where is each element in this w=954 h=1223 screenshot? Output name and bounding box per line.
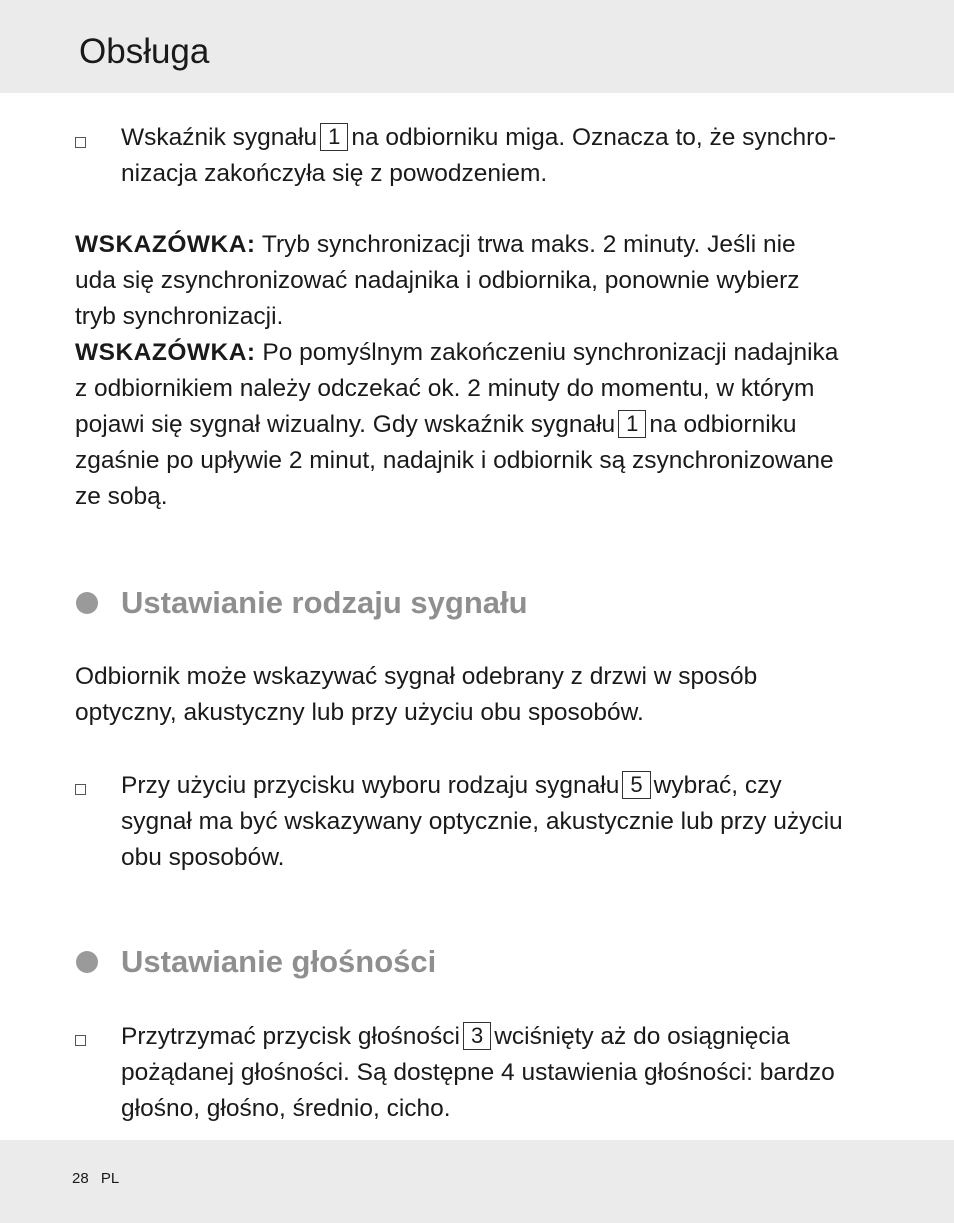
ref-signal-indicator: 1 <box>320 123 348 151</box>
note-label: WSKAZÓWKA: <box>75 339 256 366</box>
note-sync-wait: WSKAZÓWKA: Po pomyślnym zakończeniu synchronizacji nadajnika z odbiornikiem należy odczekać ok. 2 minuty do momentu, w którym pojawi się sygnał wizualny. Gdy wskaźnik sygnału 1 na odbiorniku zgaśnie po upływie 2 minut, nadajnik i odbiornik są zsynchronizowane ze sobą. <box>75 339 839 510</box>
step-checkbox <box>75 137 86 148</box>
ref-volume-button: 3 <box>463 1022 491 1050</box>
step-sync-success: Wskaźnik sygnału 1 na odbiorniku miga. Oznacza to, że synchro- nizacja zakończyła się z powodzeniem. <box>121 124 837 187</box>
step-checkbox <box>75 1035 86 1046</box>
step-set-volume: Przytrzymać przycisk głośności 3 wciśnięty aż do osiągnięcia pożądanej głośności. Są dostępne 4 ustawienia głośności: bardzo głośno, głośno, średnio, cicho. <box>121 1023 835 1122</box>
section-title-signal-type: Ustawianie rodzaju sygnału <box>121 585 528 620</box>
language-code: PL <box>100 1170 120 1187</box>
footer-band <box>0 1140 954 1223</box>
note-sync-duration: WSKAZÓWKA: Tryb synchronizacji trwa maks. 2 minuty. Jeśli nie uda się zsynchronizować nadajnika i odbiornika, ponownie wybierz tryb synchronizacji. <box>75 231 800 330</box>
page-title: Obsługa <box>79 32 210 71</box>
section-bullet-icon <box>76 592 98 614</box>
step-select-signal-type: Przy użyciu przycisku wyboru rodzaju sygnału 5 wybrać, czy sygnał ma być wskazywany optycznie, akustycznie lub przy użyciu obu sposobów. <box>121 772 843 871</box>
step-checkbox <box>75 784 86 795</box>
page-number: 28 <box>72 1170 89 1187</box>
note-label: WSKAZÓWKA: <box>75 231 256 258</box>
section-bullet-icon <box>76 951 98 973</box>
ref-signal-indicator: 1 <box>618 410 646 438</box>
ref-signal-type-button: 5 <box>622 771 650 799</box>
page-footer <box>72 1170 119 1187</box>
section-title-volume: Ustawianie głośności <box>121 944 437 979</box>
section-signal-intro: Odbiornik może wskazywać sygnał odebrany z drzwi w sposób optyczny, akustyczny lub przy użyciu obu sposobów. <box>75 663 758 726</box>
